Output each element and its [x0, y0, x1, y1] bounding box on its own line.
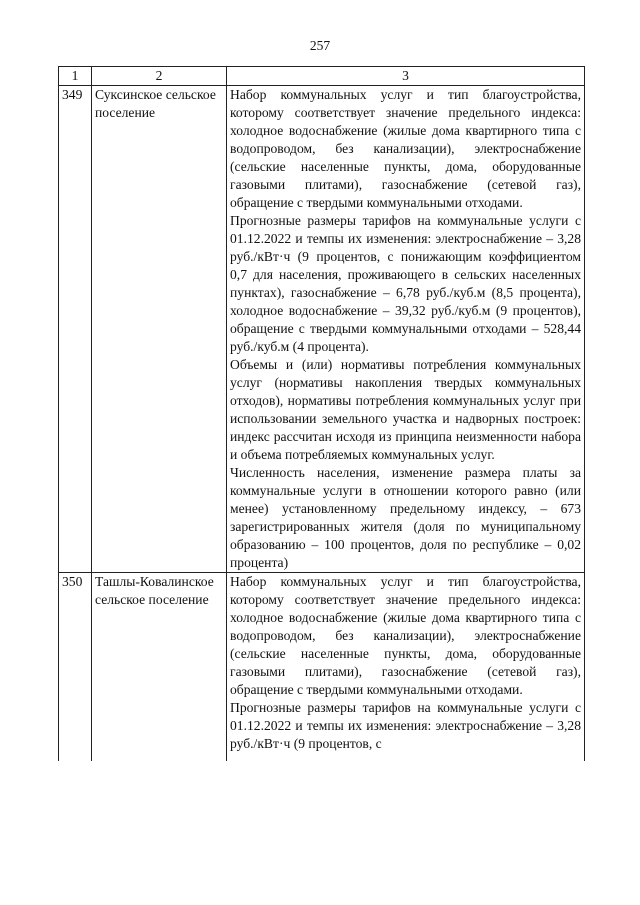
row-number: 350	[59, 573, 92, 762]
paragraph: Численность населения, изменение размера платы за коммунальные услуги в отношении которого равно (или менее) установленному предельному индексу, – 673 зарегистрированных жителя (доля по муниципальному образованию – 100 процентов, доля по республике – 0,02 процента)	[230, 465, 581, 570]
tariff-table	[58, 66, 585, 761]
table-header	[59, 67, 585, 86]
paragraph: Набор коммунальных услуг и тип благоустройства, которому соответствует значение предельного индекса: холодное водоснабжение (жилые дома квартирного типа с водопроводом, без канализации), электроснабжение (сельские населенные пункты, дома, оборудованные газовыми плитами), газоснабжение (сетевой газ), обращение с твердыми коммунальными отходами.	[230, 87, 581, 210]
settlement-name: Ташлы-Ковалинское сельское поселение	[92, 573, 227, 762]
page-number: 257	[309, 38, 331, 53]
paragraph: Набор коммунальных услуг и тип благоустройства, которому соответствует значение предельного индекса: холодное водоснабжение (жилые дома квартирного типа с водопроводом, без канализации), электроснабжение (сельские населенные пункты, дома, оборудованные газовыми плитами), газоснабжение (сетевой газ), обращение с твердыми коммунальными отходами.	[230, 574, 581, 697]
paragraph: Прогнозные размеры тарифов на коммунальные услуги с 01.12.2022 и темпы их изменения: электроснабжение – 3,28 руб./кВт·ч (9 процентов, с понижающим коэффициентом 0,7 для населения, проживающего в сельских населенных пунктах), газоснабжение – 6,78 руб./куб.м (8,5 процента), холодное водоснабжение – 39,32 руб./куб.м (9 процентов), обращение с твердыми коммунальными отходами – 528,44 руб./куб.м (4 процента).	[230, 213, 581, 354]
settlement-name: Суксинское сельское поселение	[92, 86, 227, 573]
table-row	[59, 86, 585, 573]
header-row	[59, 67, 585, 86]
column-header-2: 2	[92, 67, 227, 86]
row-description	[227, 86, 585, 573]
row-description	[227, 573, 585, 762]
table-row	[59, 573, 585, 762]
column-header-1: 1	[59, 67, 92, 86]
paragraph: Объемы и (или) нормативы потребления коммунальных услуг (нормативы накопления твердых коммунальных отходов), нормативы потребления коммунальных услуг при использовании земельного участка и надворных построек: индекс рассчитан исходя из принципа неизменности набора и объема потребляемых коммунальных услуг.	[230, 357, 581, 462]
column-header-3: 3	[227, 67, 585, 86]
paragraph: Прогнозные размеры тарифов на коммунальные услуги с 01.12.2022 и темпы их изменения: электроснабжение – 3,28 руб./кВт·ч (9 процентов, с	[230, 700, 581, 751]
row-number: 349	[59, 86, 92, 573]
